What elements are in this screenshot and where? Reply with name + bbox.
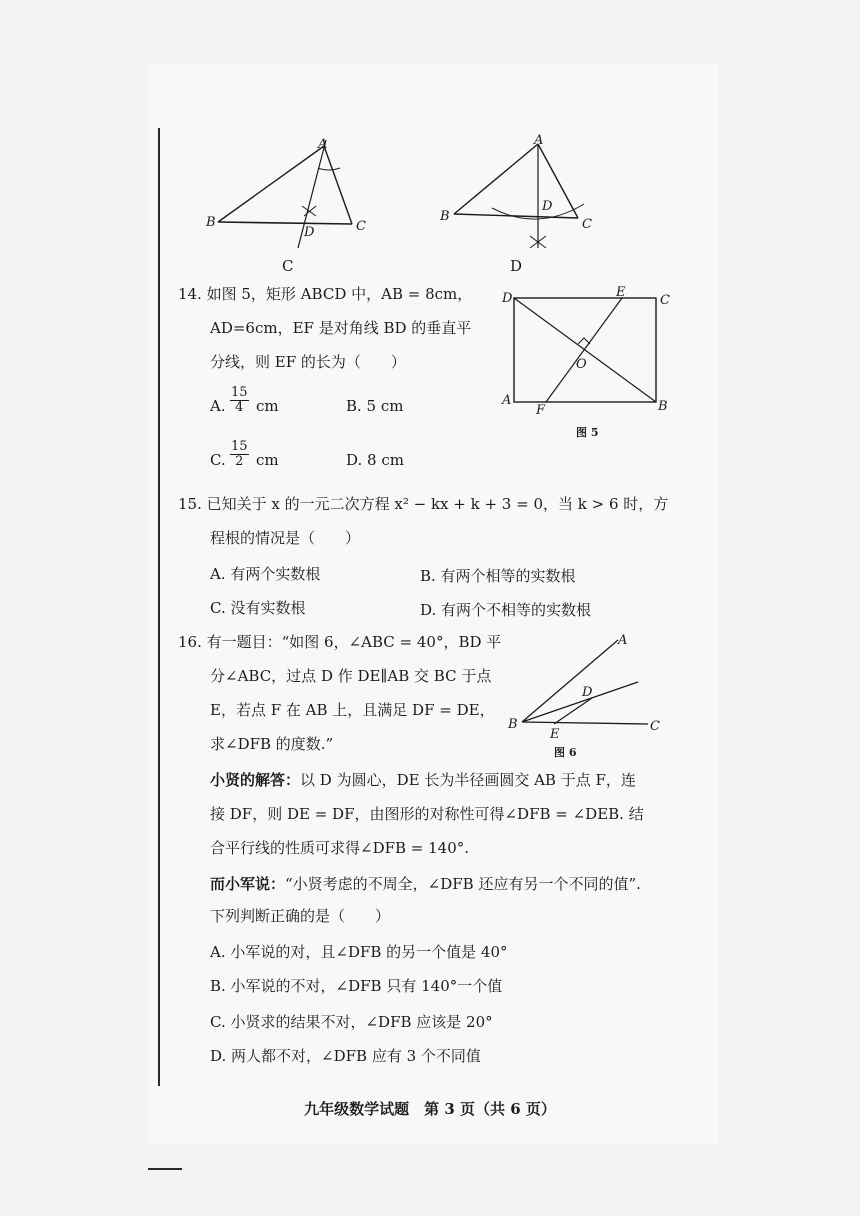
q16-line-2: 分∠ABC，过点 D 作 DE∥AB 交 BC 于点 [210,667,492,685]
q16-xiaojun-line [210,874,641,894]
bottom-dash [148,1168,182,1170]
q14-line-1: 14. 如图 5，矩形 ABCD 中，AB = 8cm， [178,285,473,303]
fig6-caption: 图 6 [554,746,577,759]
q14-option-c-numerator: 15 [231,439,248,454]
q15-option-b: B. 有两个相等的实数根 [420,567,576,585]
q15-line-1: 15. 已知关于 x 的一元二次方程 x² − kx + k + 3 = 0，当 k > 6 时，方 [178,495,669,513]
q14-option-a-fraction [230,386,249,415]
fig5-label-f: F [536,403,546,418]
q16-line-3: E，若点 F 在 AB 上，且满足 DF = DE， [210,701,495,719]
fig-d-label-b: B [440,209,450,224]
q14-line-2: AD=6cm，EF 是对角线 BD 的垂直平 [210,319,472,337]
q16-line-4: 求∠DFB 的度数.” [210,735,334,753]
fig-c-label-b: B [206,215,216,230]
fig-c-side-bc [218,222,352,224]
q16-xiaoxian-label: 小贤的解答： [210,771,301,789]
fig5-label-c: C [660,293,670,308]
q16-question: 下列判断正确的是（ ） [210,907,391,925]
fig-c-side-ac [324,146,352,224]
fig-c-label-a: A [318,137,328,152]
q16-xiaoxian-text-1: 以 D 为圆心，DE 长为半径画圆交 AB 于点 F，连 [300,771,636,789]
page-footer: 九年级数学试题 第 3 页（共 6 页） [304,1100,556,1118]
q14-option-d: D. 8 cm [346,451,404,469]
fig5-label-d: D [502,291,513,306]
fig6-label-c: C [650,719,660,734]
q15-option-c: C. 没有实数根 [210,599,306,617]
q14-option-a-numerator: 15 [231,385,248,400]
q14-option-c-fraction [230,440,249,469]
q14-option-a-label: A. [210,397,226,415]
fig6-label-a: A [618,633,628,648]
q14-line-3: 分线，则 EF 的长为（ ） [210,353,406,371]
fig6-label-d: D [582,685,593,700]
q16-line-1: 16. 有一题目：“如图 6，∠ABC = 40°，BD 平 [178,633,502,651]
q14-option-c-denominator: 2 [235,454,244,469]
fig5-right-angle [578,338,590,344]
q16-xiaoxian-line-2: 接 DF，则 DE = DF，由图形的对称性可得∠DFB = ∠DEB. 结 [210,805,644,823]
fig5-label-a: A [502,393,512,408]
fig5-caption: 图 5 [576,426,599,439]
fig6-ray-ba [522,640,618,722]
fig-d-label-a: A [534,133,544,148]
q16-xiaojun-text: “小贤考虑的不周全，∠DFB 还应有另一个不同的值”. [285,875,641,893]
fig6-ray-bd [522,682,638,722]
fig5-label-b: B [658,399,668,414]
q16-xiaoxian-line-1 [210,770,636,790]
fig6-label-e: E [550,727,560,742]
q14-option-a-unit: cm [256,397,279,415]
fig-option-d-label: D [510,257,523,275]
fig6-label-b: B [508,717,518,732]
fig-d-label-c: C [582,217,592,232]
fig-c-arc-1 [318,168,340,170]
q15-line-2: 程根的情况是（ ） [210,529,361,547]
fig5-diagonal-bd [514,298,656,402]
fig6-ray-bc [522,722,648,724]
q16-option-d: D. 两人都不对，∠DFB 应有 3 个不同值 [210,1047,481,1065]
fig-c-label-c: C [356,219,366,234]
figure-option-c [206,136,386,266]
fig5-label-o: O [576,357,587,372]
fig-d-side-ab [454,144,538,214]
binding-margin-line [158,128,160,1086]
fig5-segment-ef [546,298,622,402]
q16-option-c: C. 小贤求的结果不对，∠DFB 应该是 20° [210,1013,493,1031]
fig5-label-e: E [616,285,626,300]
figure-5-rectangle [500,285,670,439]
q15-option-d: D. 有两个不相等的实数根 [420,601,592,619]
figure-option-d [438,133,618,276]
q14-option-c-unit: cm [256,451,279,469]
q14-option-c-label: C. [210,451,226,469]
figure-6-angle [508,630,668,760]
q16-option-a: A. 小军说的对，且∠DFB 的另一个值是 40° [210,943,508,961]
fig-option-c-label: C [282,257,294,275]
q14-option-a-denominator: 4 [235,400,244,415]
q16-xiaojun-label: 而小军说： [210,875,286,893]
q15-option-a: A. 有两个实数根 [210,565,321,583]
q16-option-b: B. 小军说的不对，∠DFB 只有 140°一个值 [210,977,503,995]
fig6-segment-de [554,698,592,724]
fig-c-label-d: D [304,225,315,240]
q14-option-b: B. 5 cm [346,397,404,415]
q16-xiaoxian-line-3: 合平行线的性质可求得∠DFB = 140°. [210,839,470,857]
fig-d-label-d: D [542,199,553,214]
